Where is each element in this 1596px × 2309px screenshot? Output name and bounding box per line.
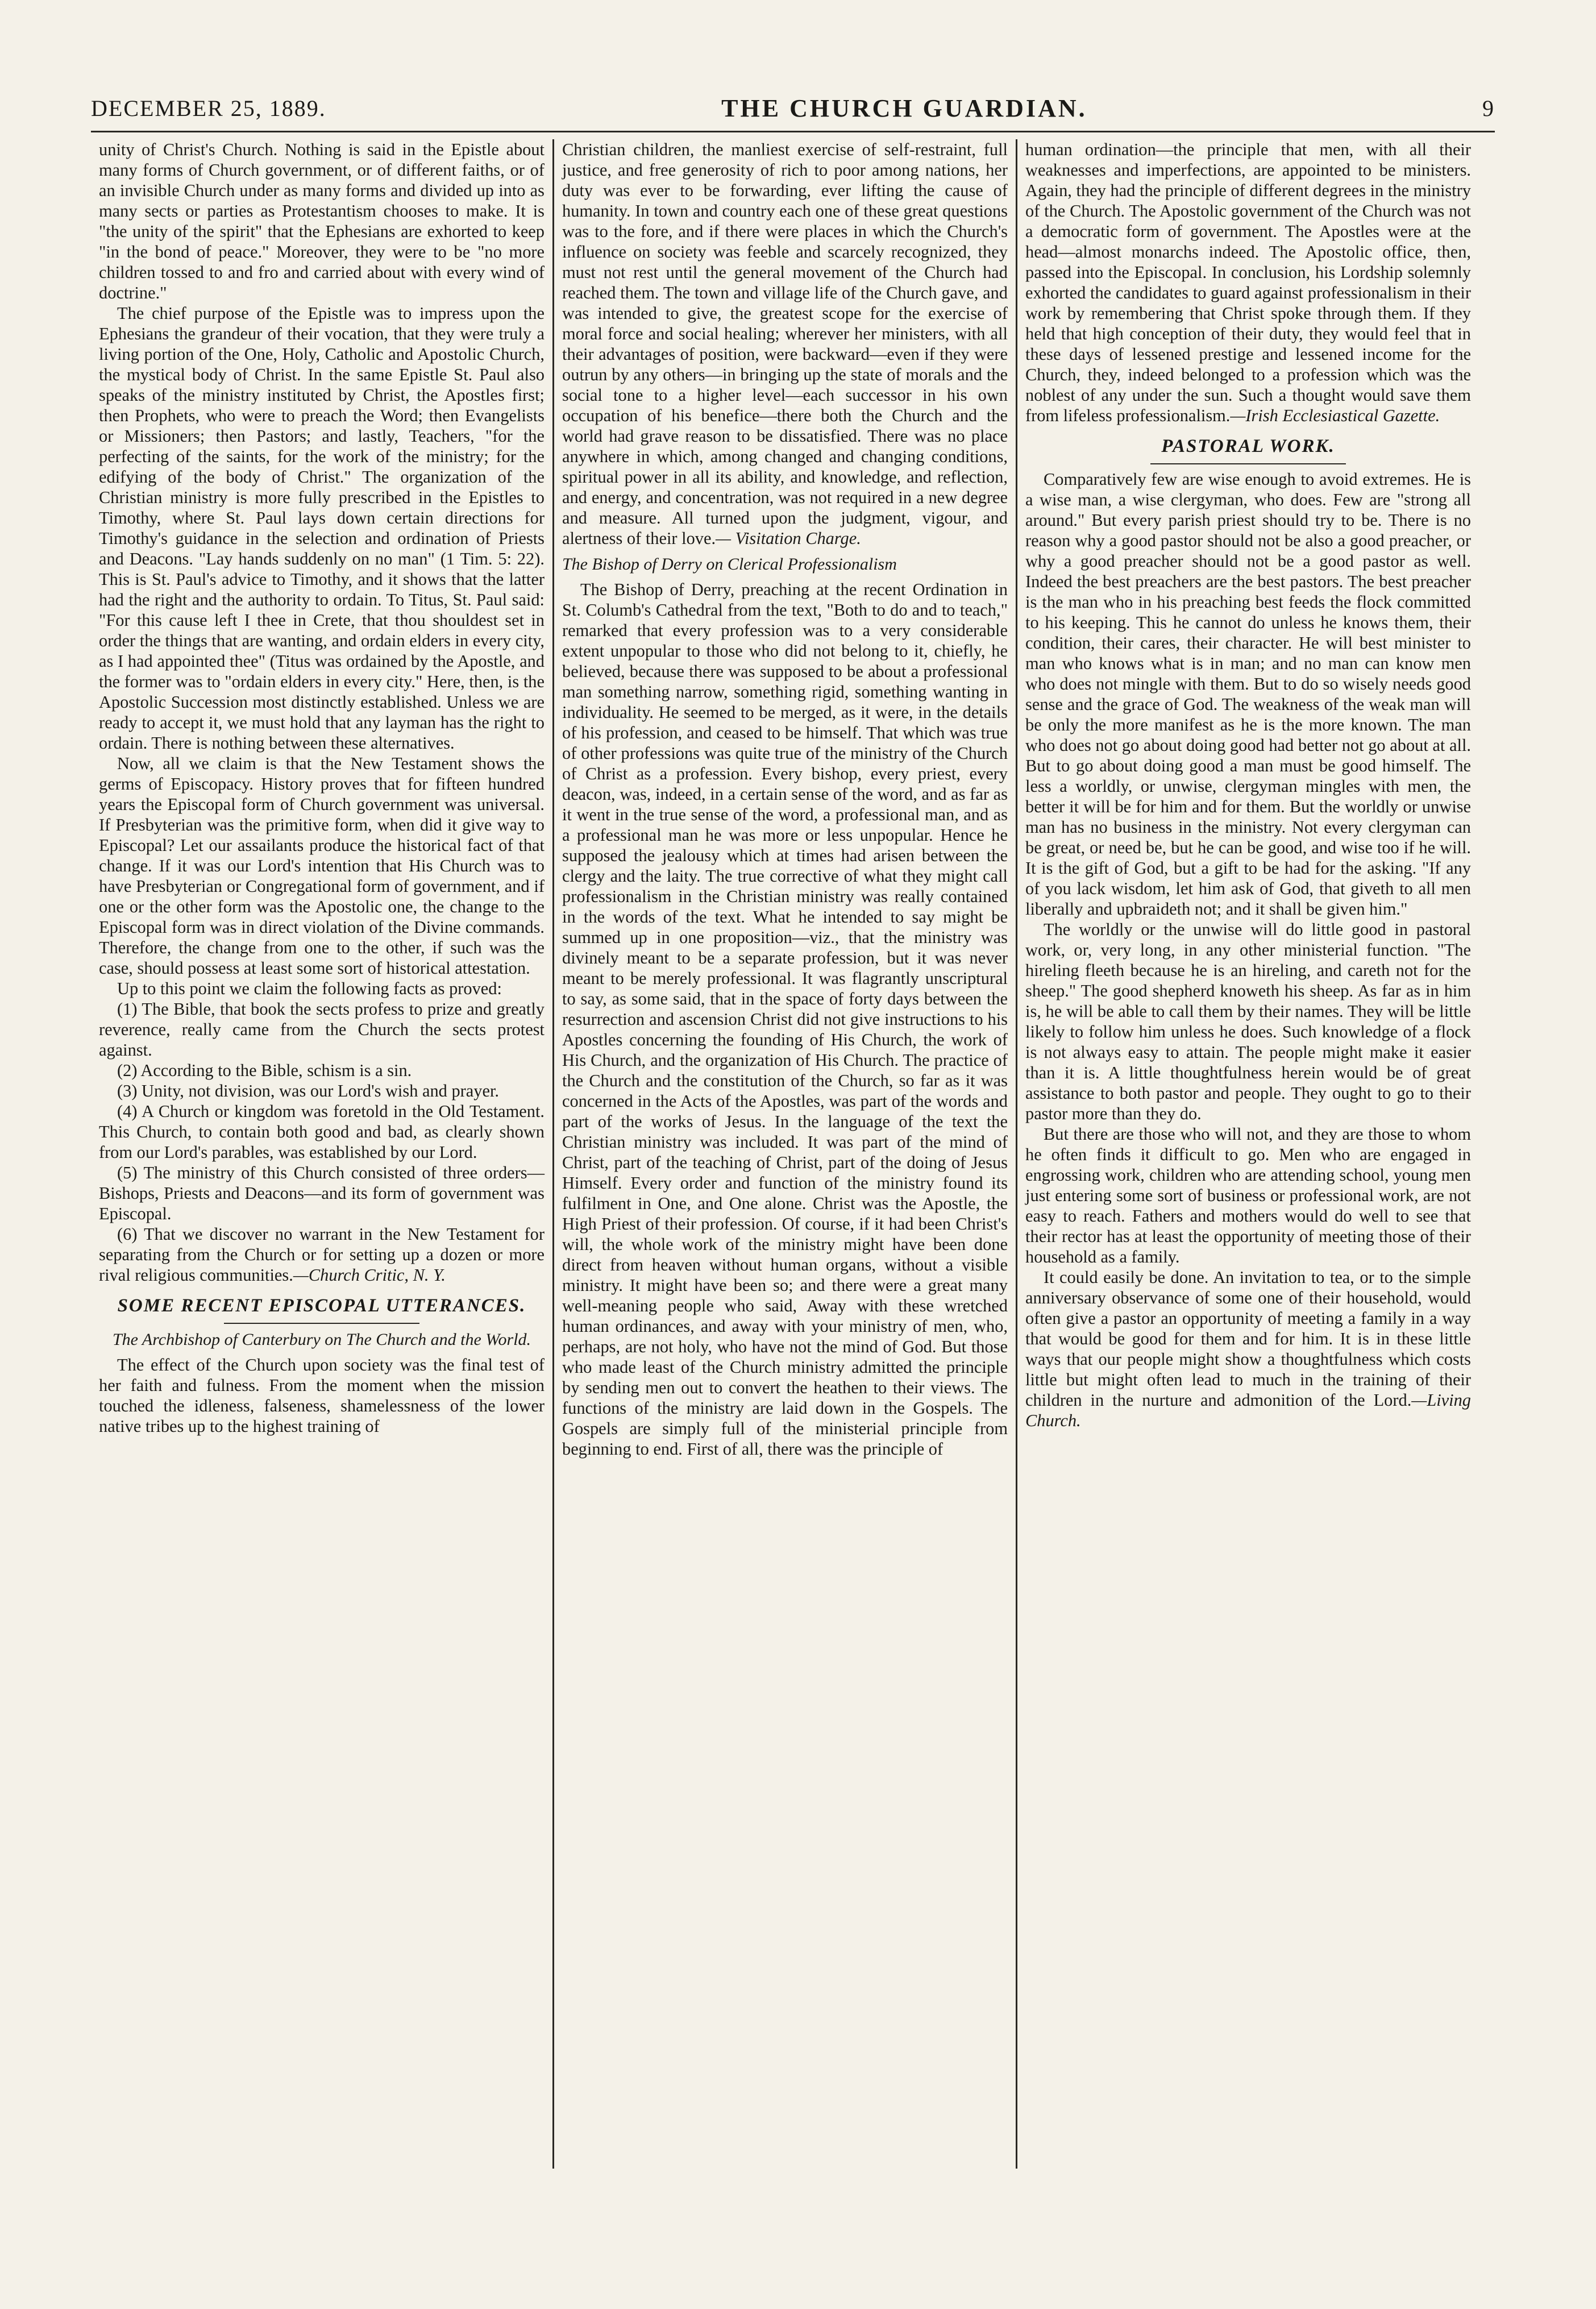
paragraph-text: It could easily be done. An invitation to tea, or to the simple anniversary observance of some one of their household, would often give a pastor an opportunity of meeting a family in a way that would be good for them and for him. It is in these little ways that our people might show a thoughtfulness which costs little but might often lead to much in the training of their children in the nurture and admonition of the Lord. xyxy=(1025,1268,1471,1410)
source-attribution: —Living Church. xyxy=(1025,1390,1471,1430)
paragraph xyxy=(1025,139,1471,426)
paragraph: The effect of the Church upon society was the final test of her faith and fulness. From the moment when the mission touched the idleness, falseness, shamelessness of the lower native tribes up to the highest training of xyxy=(99,1355,545,1436)
source-attribution: —Church Critic, N. Y. xyxy=(293,1265,446,1285)
column-3 xyxy=(1017,139,1479,2169)
list-item: (4) A Church or kingdom was foretold in the Old Testament. This Church, to contain both good and bad, as clearly shown from our Lord's parables, was established by our Lord. xyxy=(99,1102,545,1162)
list-item: (5) The ministry of this Church consisted of three orders—Bishops, Priests and Deacons—and its form of government was Episcopal. xyxy=(99,1163,545,1223)
paragraph: Up to this point we claim the following facts as proved: xyxy=(117,979,502,998)
article-subheading: The Bishop of Derry on Clerical Professionalism xyxy=(562,555,897,574)
paragraph: But there are those who will not, and they are those to whom he often finds it difficult to go. Men who are engaged in engrossing work, children who are attending school, young men just entering some sort of business or professional work, are not easy to reach. Fathers and mothers would do well to see that their rector has at least the opportunity of meeting those of their household as a family. xyxy=(1025,1124,1471,1266)
column-1 xyxy=(91,139,552,2169)
paragraph xyxy=(1025,1267,1471,1431)
masthead xyxy=(91,85,1495,132)
paragraph xyxy=(562,139,1008,549)
paragraph: The Bishop of Derry, preaching at the recent Ordination in St. Columb's Cathedral from the text, "Both to do and to teach," remarked that every profession was to a very considerable extent unpopular to those who did not belong to it, chiefly, he believed, because there was supposed to be about a professional man something narrow, something rigid, something wanting in individuality. He seemed to be merged, as it were, in the details of his profession, and ceased to be himself. That which was true of other professions was quite true of the ministry of the Church of Christ as a profession. Every bishop, every priest, every deacon, was, indeed, in a certain sense of the word, and as far as it went in the true sense of the word, a professional man, and as a professional man he was more or less unpopular. Hence he supposed the jealousy which at times had arisen between the clergy and the laity. The true corrective of what they might call professionalism in the Christian ministry was really contained in the words of the text. What he intended to say might be summed up in one proposition—viz., that the ministry was divinely meant to be a separate profession, but it was never meant to be merely professional. It was flagrantly unscriptural to say, as some said, that in the space of forty days between the resurrection and ascension Christ did not give instructions to his Apostles concerning the founding of His Church, the work of His Church, and the organization of His Church. The practice of the Church and the constitution of the Church, so far as it was concerned in the Acts of the Apostles, was part of the words and part of the works of Jesus. In the language of the text the Christian ministry was included. It was part of the mind of Christ, part of the teaching of Christ, part of the doing of Jesus Himself. Every order and function of the ministry found its fulfilment in One, and One alone. Christ was the Apostle, the High Priest of their profession. Of course, if it had been Christ's will, the whole work of the ministry might have been done direct from heaven without human organs, without a visible ministry. It might have been so; and there were a great many well-meaning people who said, Away with these wretched human ordinances, and away with your ministry of men, who, perhaps, are not holy, who have not the mind of God. But those who made least of the Church ministry admitted the principle by sending men out to convert the heathen to their views. The functions of the ministry are laid down in the Gospels. The Gospels are simply full of the ministerial principle from beginning to end. First of all, there was the principle of xyxy=(562,580,1008,1459)
paragraph-text: (6) That we discover no warrant in the New Testament for separating from the Church or for setting up a dozen or more rival religious communities. xyxy=(99,1224,545,1285)
list-item: (2) According to the Bible, schism is a sin. xyxy=(117,1061,412,1080)
list-item: (1) The Bible, that book the sects profess to prize and greatly reverence, really came from the Church the sects protest against. xyxy=(99,999,545,1060)
paragraph: Comparatively few are wise enough to avoid extremes. He is a wise man, a wise clergyman, who does. Few are "strong all around." But every parish priest should try to be. There is no reason why a good pastor should not be also a good preacher, or why a good preacher should not be a good pastor as well. Indeed the best preachers are the best pastors. The best preacher is the man who in his preaching best feeds the flock committed to his keeping. This he cannot do unless he knows them, their condition, their cares, their character. He will best minister to man who knows what is in man; and no man can know men who does not mingle with them. But to do so wisely needs good sense and the grace of God. The weakness of the weak man will be only the more manifest as he is the more known. The man who does not go about doing good had better not go about at all. But to go about doing good a man must be good himself. The less a worldly, or unwise, clergyman mingles with men, the better it will be for him and for them. But the worldly or unwise man has no business in the ministry. Not every clergyman can be great, or need be, but he can be good, and wise too if he will. It is the gift of God, but a gift to be had for the asking. "If any of you lack wisdom, let him ask of God, that giveth to all men liberally and upbraideth not; and it shall be given him." xyxy=(1025,470,1471,919)
article-subheading: The Archbishop of Canterbury on The Church and the World. xyxy=(112,1330,531,1349)
paragraph: The worldly or the unwise will do little good in pastoral work, or, very long, in any other ministerial function. "The hireling fleeth because he is an hireling, and careth not for the sheep." The good shepherd knoweth his sheep. As far as in him is, he will be able to call them by their names. They will be little likely to follow him unless he does. Such knowledge of a flock is not always easy to attain. The people might make it easier than it is. A little thoughtfulness herein would be of great assistance to both pastor and people. They ought to go to their pastor more than they do. xyxy=(1025,920,1471,1123)
source-attribution: — Visitation Charge. xyxy=(716,529,861,548)
paragraph-text: human ordination—the principle that men, with all their weaknesses and imperfections, are appointed to be ministers. Again, they had the principle of different degrees in the ministry of the Church. The Apostolic government of the Church was not a democratic form of government. The Apostles were at the head—almost monarchs indeed. The Apostolic office, then, passed into the Episcopal. In conclusion, his Lordship solemnly exhorted the candidates to guard against professionalism in their work by remembering that Christ spoke through them. If they held that high conception of their duty, they would feel that in these days of lessened prestige and lessened income for the Church, they, indeed belonged to a profession which was the noblest of any under the sun. Such a thought would save them from lifeless professionalism. xyxy=(1025,140,1471,425)
paragraph: unity of Christ's Church. Nothing is said in the Epistle about many forms of Church government, or of different faiths, or of an invisible Church under as many forms and divided up into as many sects or parties as Protestantism chooses to make. It is "the unity of the spirit" that the Ephesians are exhorted to keep "in the bond of peace." Moreover, they were to be "no more children tossed to and fro and carried about with every wind of doctrine." xyxy=(99,140,545,302)
list-item xyxy=(99,1224,545,1285)
paragraph: Now, all we claim is that the New Testament shows the germs of Episcopacy. History proves that for fifteen hundred years the Episcopal form of Church government was universal. If Presbyterian was the primitive form, when did it give way to Episcopal? Let our assailants produce the historical fact of that change. If it was our Lord's intention that His Church was to have Presbyterian or Congregational form of government, and if one or the other form was the Apostolic one, the change to the Episcopal form was in direct violation of the Divine commands. Therefore, the change from one to the other, if such was the case, should possess at least some sort of historical attestation. xyxy=(99,754,545,978)
source-attribution: —Irish Ecclesiastical Gazette. xyxy=(1230,406,1440,425)
column-2 xyxy=(554,139,1016,2169)
newspaper-title: THE CHURCH GUARDIAN. xyxy=(721,94,1087,122)
section-heading: PASTORAL WORK. xyxy=(1161,436,1335,456)
article-columns xyxy=(91,139,1495,2169)
paragraph: The chief purpose of the Epistle was to impress upon the Ephesians the grandeur of their vocation, that they were truly a living portion of the One, Holy, Catholic and Apostolic Church, the mystical body of Christ. In the same Epistle St. Paul also speaks of the ministry instituted by Christ, the Apostles first; then Prophets, who were to preach the Word; then Evangelists or Missioners; then Pastors; and lastly, Teachers, "for the perfecting of the saints, for the work of the ministry; for the edifying of the body of Christ." The organization of the Christian ministry is more fully prescribed in the Epistles to Timothy, where St. Paul lays down certain directions for Timothy's guidance in the selection and ordination of Priests and Deacons. "Lay hands suddenly on no man" (1 Tim. 5: 22). This is St. Paul's advice to Timothy, and it shows that the latter had the right and the authority to ordain. To Titus, St. Paul said: "For this cause left I thee in Crete, that thou shouldest set in order the things that are wanting, and ordain elders in every city, as I had appointed thee" (Titus was ordained by the Apostle, and the former was to "ordain elders in every city." Here, then, is the Apostolic Succession most distinctly established. Unless we are ready to accept it, we must hold that any layman has the right to ordain. There is nothing between these alternatives. xyxy=(99,304,545,753)
list-item: (3) Unity, not division, was our Lord's wish and prayer. xyxy=(117,1081,500,1100)
paragraph-text: Christian children, the manliest exercise of self-restraint, full justice, and free generosity of rich to poor among nations, her duty was ever to be forwarding, ever lifting the cause of humanity. In town and country each one of these great questions was to the fore, and if there were places in which the Church's influence on society was feeble and scarcely recognized, they must not rest until the general movement of the Church had reached them. The town and village life of the Church gave, and was intended to give, the greatest scope for the exercise of moral force and social healing; wherever her ministers, with all their advantages of position, were backward—even if they were outrun by any others—in bringing up the state of morals and the social tone to a higher level—each successor in his own occupation of his benefice—there both the Church and the world had grave reason to be dissatisfied. There was no place anywhere in which, among changed and changing conditions, spiritual power in all its ability, and knowledge, and reflection, and energy, and concentration, was not required in a new degree and measure. All turned upon the judgment, vigour, and alertness of their love. xyxy=(562,140,1008,548)
divider xyxy=(224,1323,420,1324)
page-number: 9 xyxy=(1482,95,1495,121)
issue-date: DECEMBER 25, 1889. xyxy=(91,95,326,121)
section-heading: SOME RECENT EPISCOPAL UTTERANCES. xyxy=(117,1295,526,1316)
divider xyxy=(1150,463,1346,464)
